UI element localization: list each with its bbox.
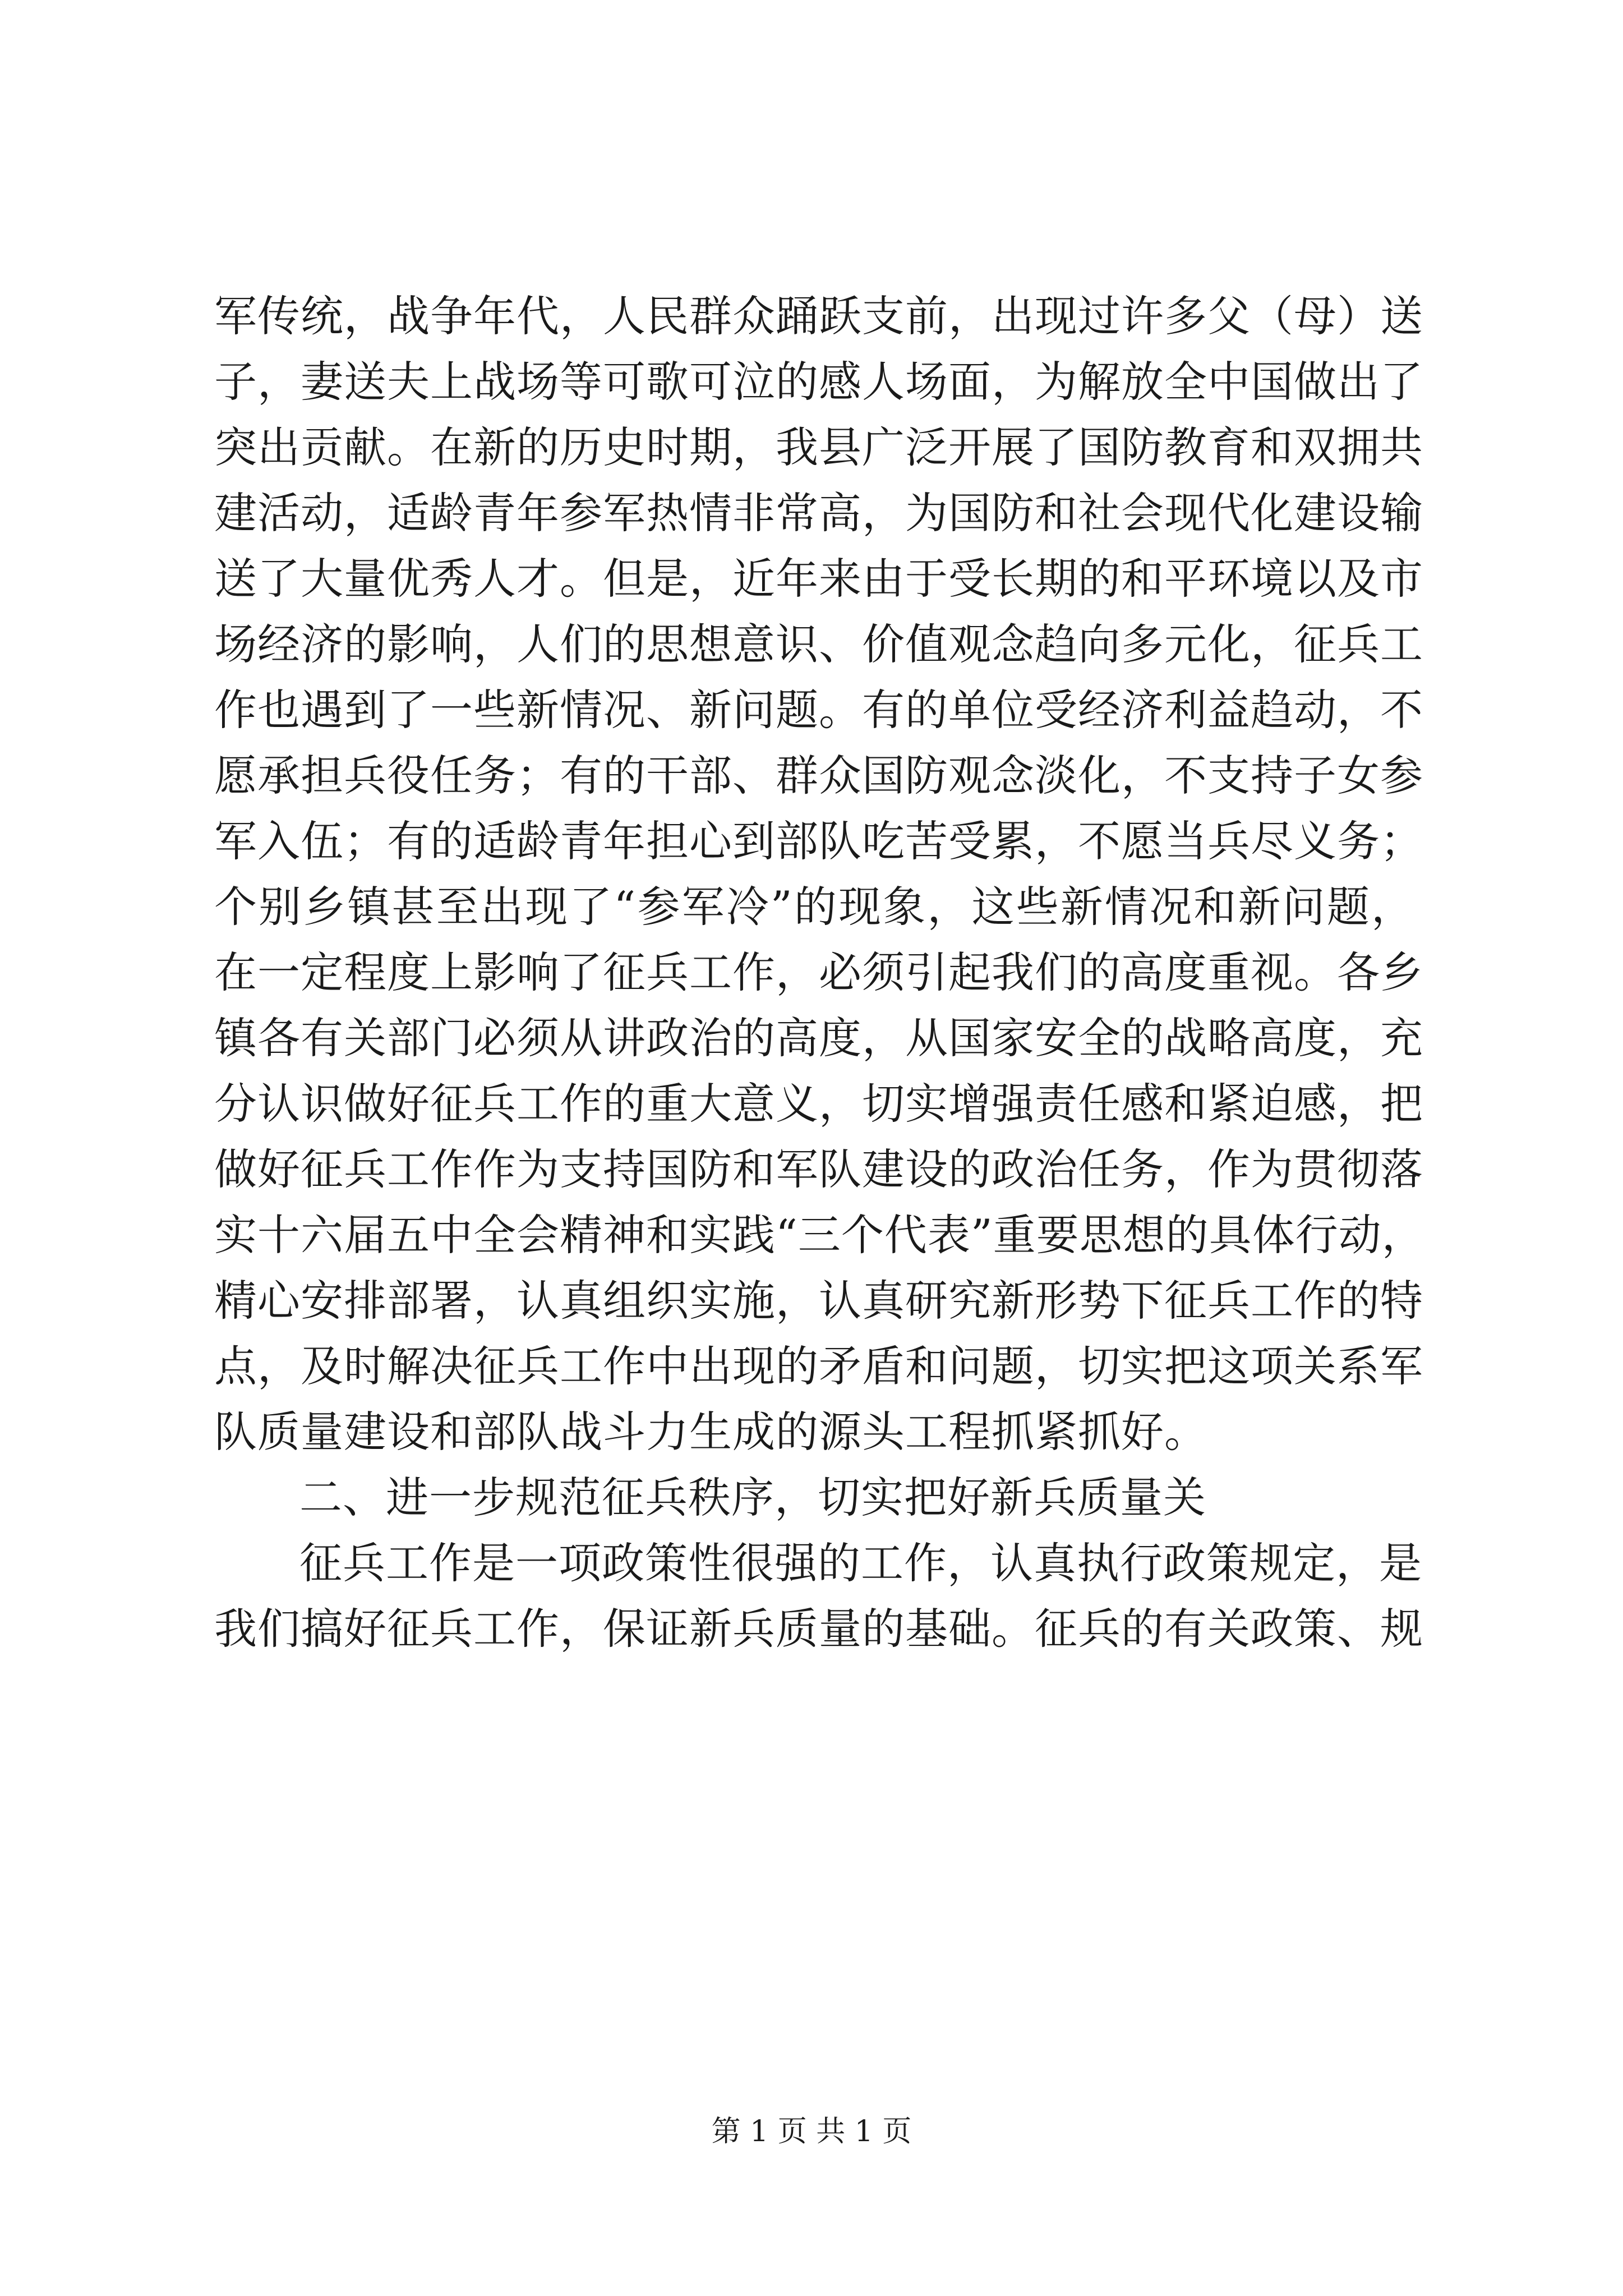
paragraph-line: 突出贡献。在新的历史时期，我县广泛开展了国防教育和双拥共 xyxy=(214,422,1423,472)
paragraph-line: 场经济的影响，人们的思想意识、价值观念趋向多元化，征兵工 xyxy=(214,619,1423,669)
paragraph-line: 分认识做好征兵工作的重大意义，切实增强责任感和紧迫感，把 xyxy=(214,1079,1423,1129)
paragraph-line: 军传统，战争年代，人民群众踊跃支前，出现过许多父（母）送 xyxy=(214,291,1423,341)
paragraph-line: 军入伍；有的适龄青年担心到部队吃苦受累，不愿当兵尽义务； xyxy=(214,816,1423,866)
paragraph-line: 在一定程度上影响了征兵工作，必须引起我们的高度重视。各乡 xyxy=(214,947,1423,997)
paragraph-line: 送了大量优秀人才。但是，近年来由于受长期的和平环境以及市 xyxy=(214,554,1423,604)
paragraph-line: 愿承担兵役任务；有的干部、群众国防观念淡化，不支持子女参 xyxy=(214,751,1423,800)
document-body xyxy=(214,283,1425,1662)
paragraph-line: 建活动，适龄青年参军热情非常高，为国防和社会现代化建设输 xyxy=(214,488,1423,538)
paragraph-line: 实十六届五中全会精神和实践“三个代表”重要思想的具体行动， xyxy=(214,1210,1425,1260)
paragraph-line: 个别乡镇甚至出现了“参军冷”的现象，这些新情况和新问题， xyxy=(214,882,1414,932)
paragraph-line: 队质量建设和部队战斗力生成的源头工程抓紧抓好。 xyxy=(214,1407,1207,1457)
section-heading: 二、进一步规范征兵秩序，切实把好新兵质量关 xyxy=(299,1473,1206,1522)
page-footer xyxy=(0,2112,1623,2151)
paragraph-line: 子，妻送夫上战场等可歌可泣的感人场面，为解放全中国做出了 xyxy=(214,357,1423,407)
paragraph-line: 做好征兵工作作为支持国防和军队建设的政治任务，作为贯彻落 xyxy=(214,1144,1423,1194)
paragraph-line: 点，及时解决征兵工作中出现的矛盾和问题，切实把这项关系军 xyxy=(214,1341,1423,1391)
paragraph-line: 镇各有关部门必须从讲政治的高度，从国家安全的战略高度，充 xyxy=(214,1013,1423,1063)
paragraph-line: 精心安排部署，认真组织实施，认真研究新形势下征兵工作的特 xyxy=(214,1276,1423,1326)
paragraph-line: 我们搞好征兵工作，保证新兵质量的基础。征兵的有关政策、规 xyxy=(214,1604,1423,1654)
paragraph-line: 征兵工作是一项政策性很强的工作，认真执行政策规定，是 xyxy=(299,1538,1422,1588)
paragraph-line: 作也遇到了一些新情况、新问题。有的单位受经济利益趋动，不 xyxy=(214,685,1423,735)
page-number-label: 第 1 页 共 1 页 xyxy=(711,2115,912,2148)
